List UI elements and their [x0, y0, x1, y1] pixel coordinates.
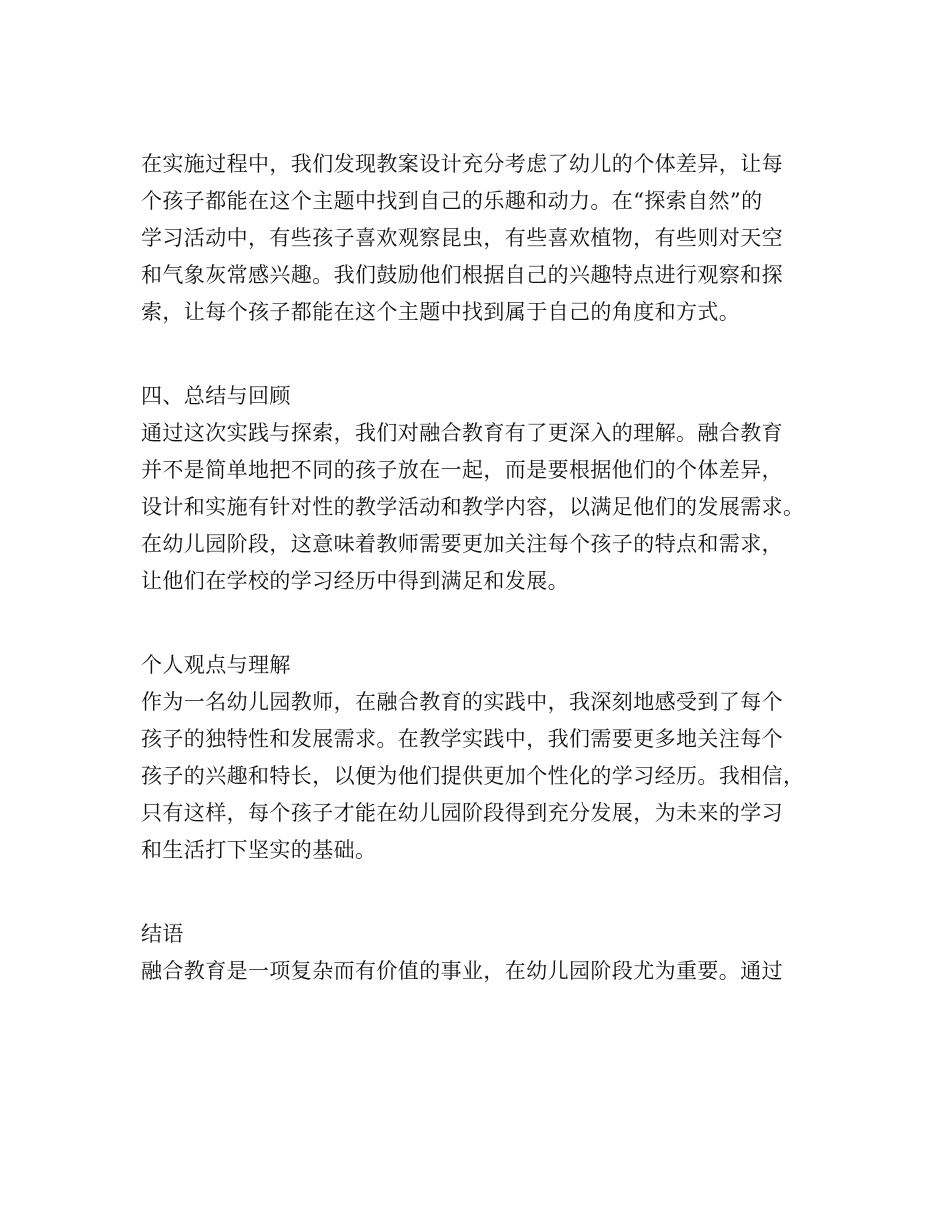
section-gap — [141, 331, 841, 378]
section-gap — [141, 869, 841, 916]
text-line: 设计和实施有针对性的教学活动和教学内容，以满足他们的发展需求。 — [141, 495, 805, 519]
section-gap — [141, 600, 841, 647]
text-line: 孩子的兴趣和特长，以便为他们提供更加个性化的学习经历。我相信， — [141, 764, 805, 788]
text-line: 和气象灰常感兴趣。我们鼓励他们根据自己的兴趣特点进行观察和探 — [141, 263, 783, 287]
text-line: 学习活动中，有些孩子喜欢观察昆虫，有些喜欢植物，有些则对天空 — [141, 226, 783, 250]
document-body — [141, 146, 841, 990]
text-line: 融合教育是一项复杂而有价值的事业，在幼儿园阶段尤为重要。通过 — [141, 959, 783, 983]
text-line: 在实施过程中，我们发现教案设计充分考虑了幼儿的个体差异，让每 — [141, 152, 783, 176]
paragraph-implementation — [141, 146, 841, 331]
section-heading: 个人观点与理解 — [141, 653, 291, 677]
text-line: 在幼儿园阶段，这意味着教师需要更加关注每个孩子的特点和需求， — [141, 532, 783, 556]
section-summary — [141, 378, 841, 600]
text-line: 通过这次实践与探索，我们对融合教育有了更深入的理解。融合教育 — [141, 421, 783, 445]
section-heading: 四、总结与回顾 — [141, 384, 291, 408]
text-line: 作为一名幼儿园教师，在融合教育的实践中，我深刻地感受到了每个 — [141, 690, 783, 714]
section-personal-view — [141, 647, 841, 869]
text-line: 让他们在学校的学习经历中得到满足和发展。 — [141, 569, 569, 593]
text-line: 个孩子都能在这个主题中找到自己的乐趣和动力。在“探索自然”的 — [141, 189, 763, 213]
section-conclusion — [141, 916, 841, 990]
section-heading: 结语 — [141, 922, 184, 946]
text-line: 和生活打下坚实的基础。 — [141, 838, 377, 862]
text-line: 孩子的独特性和发展需求。在教学实践中，我们需要更多地关注每个 — [141, 727, 783, 751]
text-line: 只有这样，每个孩子才能在幼儿园阶段得到充分发展，为未来的学习 — [141, 801, 783, 825]
text-line: 并不是简单地把不同的孩子放在一起，而是要根据他们的个体差异， — [141, 458, 783, 482]
text-line: 索，让每个孩子都能在这个主题中找到属于自己的角度和方式。 — [141, 300, 741, 324]
